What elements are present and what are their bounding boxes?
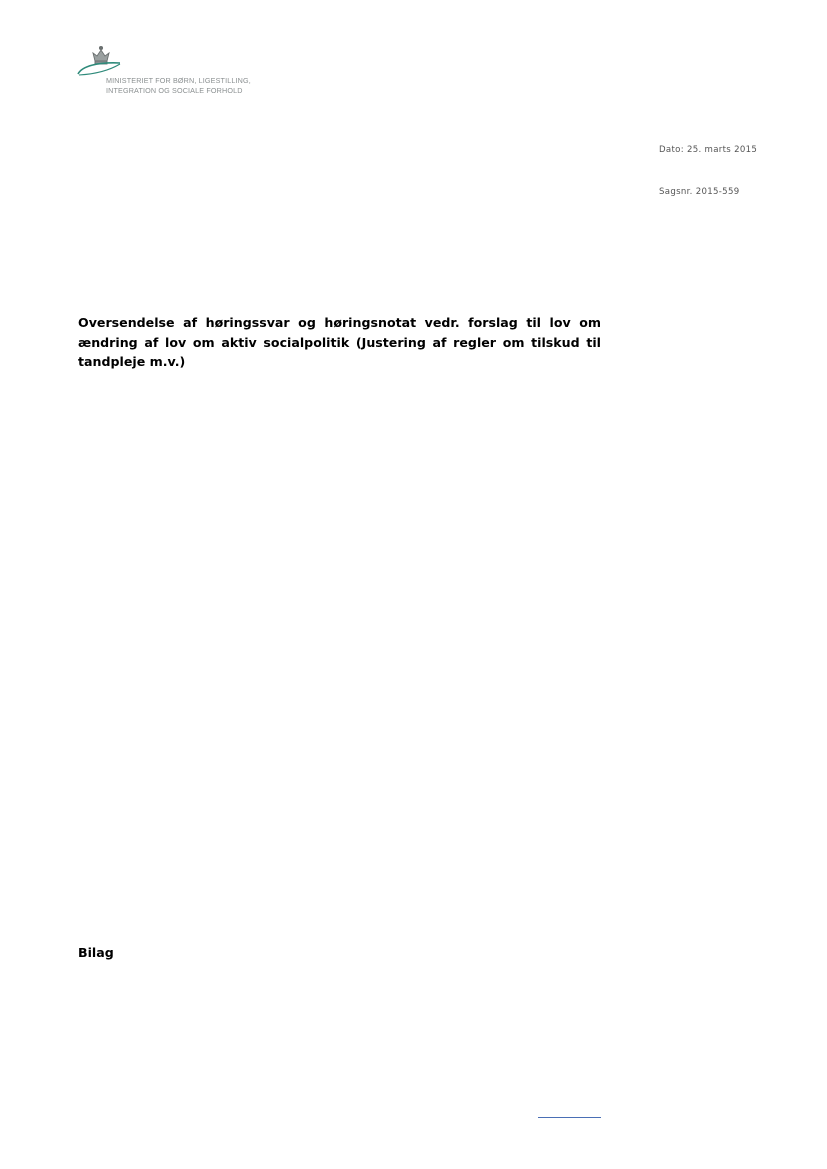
ministry-name-line-1: MINISTERIET FOR BØRN, LIGESTILLING,: [106, 76, 251, 85]
ministry-name-line-2: INTEGRATION OG SOCIALE FORHOLD: [106, 86, 243, 95]
case-number: Sagsnr. 2015-559: [659, 187, 740, 197]
document-date: Dato: 25. marts 2015: [659, 145, 758, 155]
footnote-separator: [538, 1117, 601, 1118]
attachment-heading: Bilag: [78, 945, 114, 960]
document-title: Oversendelse af høringssvar og høringsnotat vedr. forslag til lov om ændring af lov om aktiv socialpolitik (Justering af regler om tilskud til tandpleje m.v.): [78, 315, 601, 369]
ministry-logo: [76, 44, 276, 100]
crown-icon: [76, 44, 196, 78]
